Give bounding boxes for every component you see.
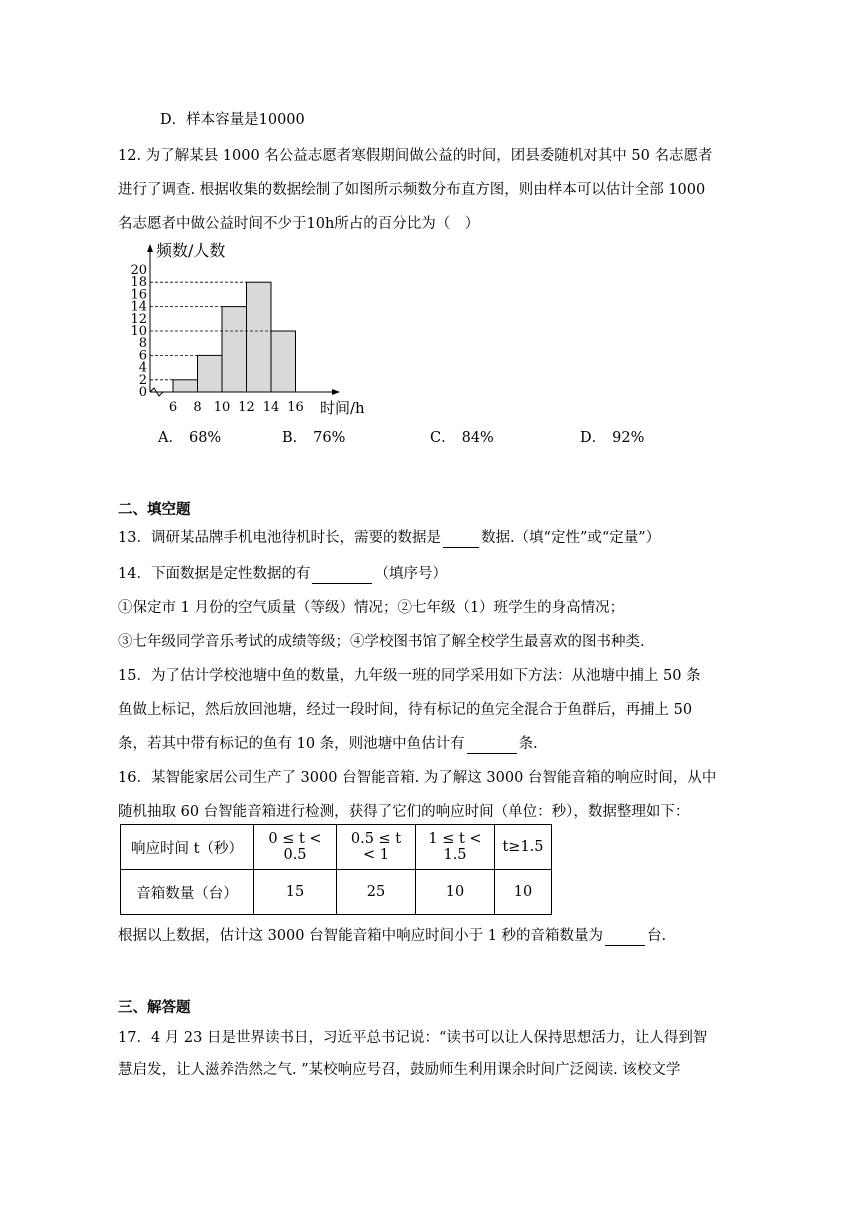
q12-line-3: 名志愿者中做公益时间不少于10h所占的百分比为（ ）: [118, 216, 480, 232]
table-header-cell: t≥1.5: [495, 825, 552, 870]
q11-option-d: D．样本容量是10000: [160, 112, 305, 128]
table-cell: 10: [416, 870, 495, 915]
table-cell: 10: [495, 870, 552, 915]
response-time-table: [120, 824, 552, 915]
q12-option-a[interactable]: A． 68%: [158, 430, 222, 446]
q14-line-2: ①保定市 1 月份的空气质量（等级）情况；②七年级（1）班学生的身高情况；: [118, 600, 625, 616]
y-tick-label: 10: [130, 324, 147, 339]
section-title-fill-in: 二、填空题: [118, 501, 191, 518]
histogram-chart: [118, 240, 378, 420]
table-cell: 音箱数量（台）: [121, 870, 254, 915]
y-tick-label: 14: [130, 299, 147, 315]
table-header-cell: 0.5 ≤ t < 1: [337, 825, 416, 870]
x-tick-label: 16: [287, 400, 304, 415]
q12-option-d[interactable]: D． 92%: [580, 430, 645, 446]
table-header-cell: 1 ≤ t < 1.5: [416, 825, 495, 870]
y-tick-label: 6: [138, 348, 147, 364]
table-cell: 25: [337, 870, 416, 915]
x-axis-label: 时间/h: [320, 399, 365, 417]
x-tick-label: 8: [193, 400, 202, 415]
q12-line-1: 12. 为了解某县 1000 名公益志愿者寒假期间做公益的时间，团县委随机对其中 50 名志愿者: [118, 148, 713, 164]
q15-line-1: 15．为了估计学校池塘中鱼的数量，九年级一班的同学采用如下方法：从池塘中捕上 50 条: [118, 668, 701, 684]
x-axis-arrow: [332, 389, 340, 395]
y-tick-label: 8: [138, 336, 147, 352]
y-tick-label: 20: [130, 263, 147, 278]
histogram-bar: [271, 331, 296, 392]
histogram-bar: [173, 380, 198, 392]
histogram-bar: [222, 307, 247, 392]
table-header-cell: 0 ≤ t < 0.5: [254, 825, 337, 870]
q14-line-1: 14．下面数据是定性数据的有 （填序号）: [118, 566, 447, 582]
q15-blank[interactable]: [467, 738, 517, 754]
q13-blank[interactable]: [443, 532, 479, 548]
q12-option-c[interactable]: C． 84%: [430, 430, 494, 446]
q16-line-2: 随机抽取 60 台智能音箱进行检测，获得了它们的响应时间（单位：秒），数据整理如下：: [118, 804, 690, 820]
q12-line-2: 进行了调查. 根据收集的数据绘制了如图所示频数分布直方图，则由样本可以估计全部 1000: [118, 182, 706, 198]
x-tick-label: 10: [213, 400, 231, 415]
y-tick-label: 4: [138, 360, 147, 376]
q13-line: 13．调研某品牌手机电池待机时长，需要的数据是 数据.（填“定性”或“定量”）: [118, 530, 661, 546]
y-axis-label: 频数/人数: [156, 241, 226, 260]
q14-blank[interactable]: [312, 568, 372, 584]
table-header-cell: 响应时间 t（秒）: [121, 825, 254, 870]
q16-line-1: 16．某智能家居公司生产了 3000 台智能音箱. 为了解这 3000 台智能音箱的响应时间，从中: [118, 770, 717, 786]
y-tick-label: 12: [130, 311, 147, 327]
q16-after-line: 根据以上数据，估计这 3000 台智能音箱中响应时间小于 1 秒的音箱数量为 台.: [118, 928, 667, 944]
q15-line-3: 条，若其中带有标记的鱼有 10 条，则池塘中鱼估计有 条.: [118, 736, 538, 752]
table-header-row: [121, 825, 552, 870]
y-tick-label: 2: [138, 372, 147, 388]
histogram-bar: [247, 282, 272, 392]
y-tick-label: 0: [138, 385, 147, 400]
q17-line-2: 慧启发，让人滋养浩然之气. ”某校响应号召，鼓励师生利用课余时间广泛阅读. 该校文学: [118, 1062, 681, 1078]
q12-option-b[interactable]: B． 76%: [282, 430, 346, 446]
y-tick-label: 16: [130, 287, 147, 303]
q16-blank[interactable]: [605, 930, 645, 946]
y-axis-arrow: [147, 244, 153, 252]
x-tick-label: 12: [238, 400, 255, 415]
q15-line-2: 鱼做上标记，然后放回池塘，经过一段时间，待有标记的鱼完全混合于鱼群后，再捕上 50: [118, 702, 693, 718]
x-tick-label: 14: [262, 400, 280, 415]
histogram-bar: [198, 355, 223, 392]
q17-line-1: 17．4 月 23 日是世界读书日，习近平总书记说：“读书可以让人保持思想活力，让人得到智: [118, 1030, 708, 1046]
q14-line-3: ③七年级同学音乐考试的成绩等级；④学校图书馆了解全校学生最喜欢的图书种类.: [118, 634, 645, 650]
table-row: [121, 870, 552, 915]
section-title-answer: 三、解答题: [118, 999, 191, 1016]
x-tick-label: 6: [168, 400, 178, 415]
table-cell: 15: [254, 870, 337, 915]
y-tick-label: 18: [130, 275, 147, 291]
